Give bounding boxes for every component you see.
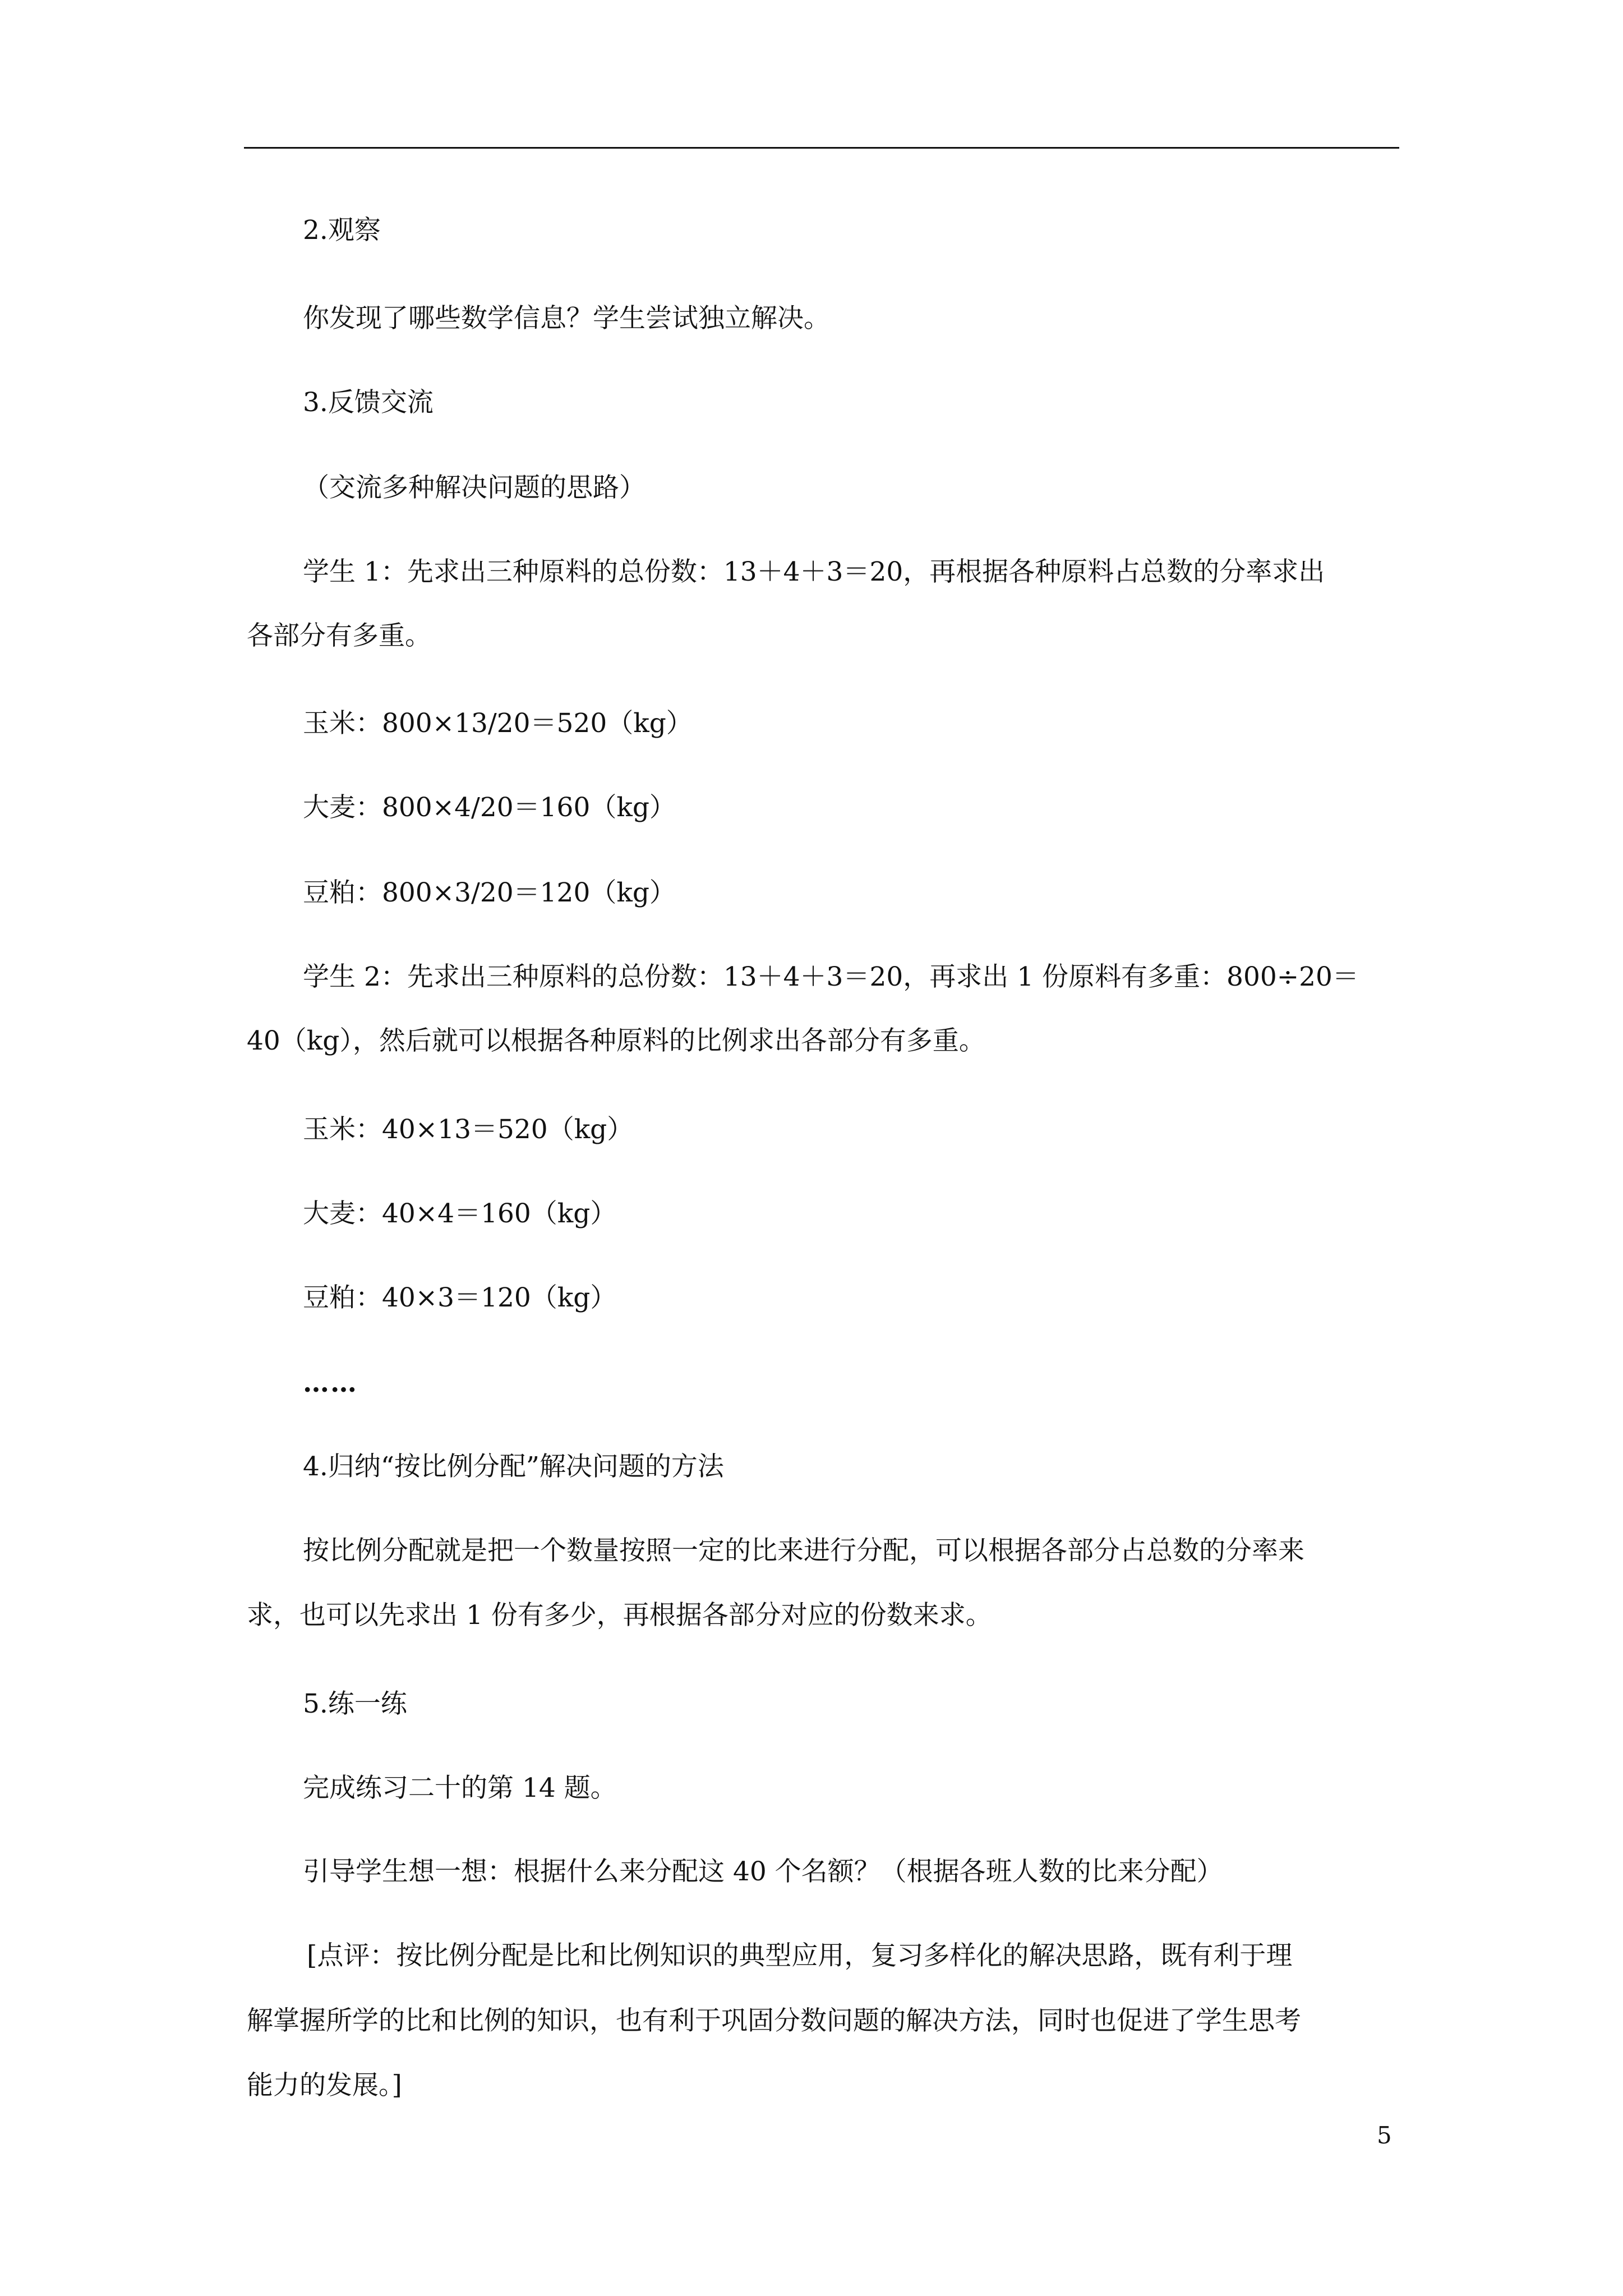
comment-line1: [点评：按比例分配是比和比例知识的典型应用，复习多样化的解决思路，既有利于理 (307, 1940, 1293, 1971)
comment-line3: 能力的发展。] (247, 2070, 402, 2101)
barley-method1: 大麦：800×4/20＝160（kg） (303, 792, 676, 823)
barley-method2: 大麦：40×4＝160（kg） (303, 1198, 617, 1229)
soy-method2: 豆粕：40×3＝120（kg） (303, 1282, 617, 1313)
feedback-heading: 3.反馈交流 (303, 387, 434, 418)
guide-text: 引导学生想一想：根据什么来分配这 40 个名额？（根据各班人数的比来分配） (303, 1856, 1223, 1887)
student2-line2: 40（kg），然后就可以根据各种原料的比例求出各部分有多重。 (247, 1025, 985, 1056)
practice-heading: 5.练一练 (303, 1688, 407, 1719)
observe-heading: 2.观察 (303, 215, 381, 246)
ellipsis: …… (303, 1368, 358, 1398)
summary-heading: 4.归纳“按比例分配”解决问题的方法 (303, 1451, 724, 1482)
comment-line2: 解掌握所学的比和比例的知识，也有利于巩固分数问题的解决方法，同时也促进了学生思考 (247, 2005, 1301, 2036)
soy-method1: 豆粕：800×3/20＝120（kg） (303, 877, 676, 908)
corn-method2: 玉米：40×13＝520（kg） (303, 1114, 634, 1145)
page-number: 5 (1377, 2122, 1392, 2149)
student1-line2: 各部分有多重。 (247, 620, 431, 651)
observe-text: 你发现了哪些数学信息？学生尝试独立解决。 (303, 303, 830, 334)
student2-line1: 学生 2：先求出三种原料的总份数：13＋4＋3＝20，再求出 1 份原料有多重：800÷20＝ (303, 961, 1359, 992)
header-rule (244, 147, 1399, 149)
corn-method1: 玉米：800×13/20＝520（kg） (303, 708, 693, 739)
summary-line2: 求，也可以先求出 1 份有多少，再根据各部分对应的份数来求。 (247, 1600, 992, 1631)
student1-line1: 学生 1：先求出三种原料的总份数：13＋4＋3＝20，再根据各种原料占总数的分率求出 (303, 556, 1325, 587)
summary-line1: 按比例分配就是把一个数量按照一定的比来进行分配，可以根据各部分占总数的分率来 (303, 1535, 1304, 1566)
practice-text: 完成练习二十的第 14 题。 (303, 1773, 617, 1803)
feedback-note: （交流多种解决问题的思路） (303, 472, 645, 503)
